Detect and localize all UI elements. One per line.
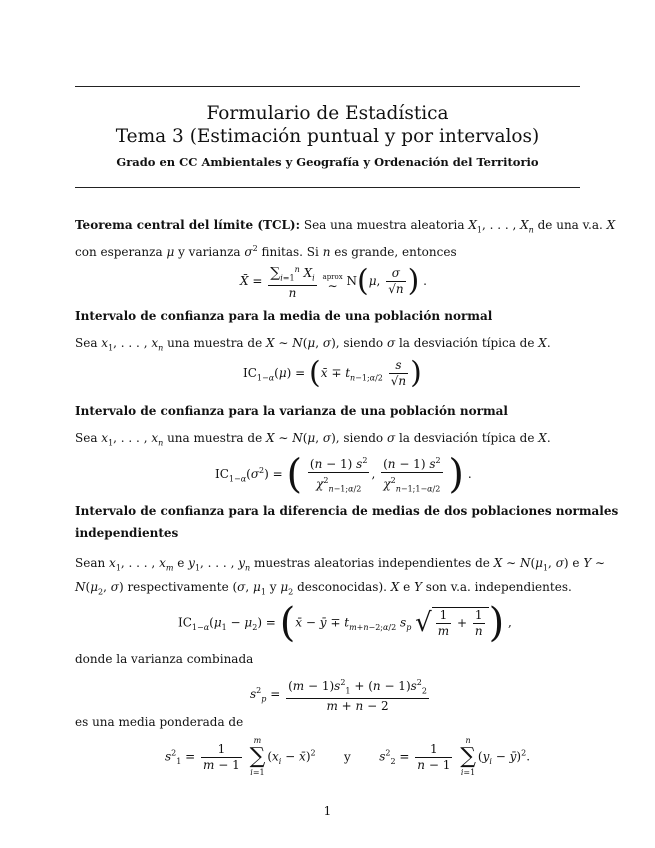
weighted-text: es una media ponderada de	[75, 715, 244, 729]
bottom-rule	[75, 187, 580, 188]
diferencia-heading-line1: Intervalo de confianza para la diferencia de medias de dos poblaciones normales	[75, 504, 619, 518]
top-rule	[75, 86, 580, 87]
tcl-heading: Teorema central del límite (TCL):	[75, 218, 301, 232]
subtitle: Grado en CC Ambientales y Geografía y Ordenación del Territorio	[116, 155, 539, 169]
page-number: 1	[323, 804, 332, 818]
diferencia-formula: $IC_{1-\alpha}(\mu_1 - \mu_2)$ = (x̄ − ȳ ∓ $t_{m+n-2;\alpha/2}$ $s_p$ √ $\frac{1}{m}$ + $\frac{1}{n}$ ) ,	[178, 600, 512, 646]
varianza-heading: Intervalo de confianza para la varianza de una población normal	[75, 404, 508, 418]
combined-variance-formula: $s^2_p$ = $\frac{(m - 1)s^2_1 + (n - 1)s^2_2}{m + n - 2}$	[250, 678, 427, 714]
tcl-paragraph-line2: con esperanza μ y varianza $\sigma^2$ finitas. Si n es grande, entonces	[75, 244, 457, 259]
media-paragraph: Sea $x_1$, . . . , $x_n$ una muestra de X ∼ N(μ, σ), siendo σ la desviación típica de X.	[75, 336, 551, 353]
diferencia-paragraph-line2: $N(\mu_2$, σ) respectivamente (σ, $\mu_1$ y $\mu_2$ desconocidas). X e Y son v.a. independientes.	[75, 580, 572, 597]
media-formula: $IC_{1-\alpha}(\mu)$ = (x̄ ∓ $t_{n-1;\alpha/2}$ $\frac{s}{√n}$ )	[243, 355, 422, 391]
combined-text: donde la varianza combinada	[75, 652, 254, 666]
tcl-paragraph-line1: Teorema central del límite (TCL): Sea una muestra aleatoria $X_1$, . . . , $X_n$ de una v.a. X	[75, 218, 616, 235]
diferencia-heading-line2: independientes	[75, 526, 179, 540]
title-line2: Tema 3 (Estimación puntual y por intervalos)	[115, 126, 540, 147]
sample-variances-formula: $s^2_1$ = $\frac{1}{m - 1}$ m ∑ i=1 ($x_i$ − x̄)$^2$ y $s^2_2$ = $\frac{1}{n - 1}$ n ∑ i=1 ($y_i$ − ȳ)$^2$.	[165, 736, 531, 777]
diferencia-paragraph-line1: Sean $x_1$, . . . , $x_m$ e $y_1$, . . . , $y_n$ muestras aleatorias independientes de X ∼ $N(\mu_1$, σ) e Y ∼	[75, 556, 606, 573]
varianza-paragraph: Sea $x_1$, . . . , $x_n$ una muestra de X ∼ N(μ, σ), siendo σ la desviación típica de X.	[75, 431, 551, 448]
tcl-formula: X̄ = $\frac{\sum_{i=1}^n X_i}{n}$ aprox ∼ N(μ, $\frac{\sigma}{√n}$ ) .	[240, 263, 427, 301]
varianza-formula: $IC_{1-\alpha}(\sigma^2)$ = ( $\frac{(n - 1) s^2}{\chi^2_{n-1;\alpha/2}}$ , $\frac{(n - 1) s^2}{\chi^2_{n-1;1-\alpha/2}}$ ) .	[215, 451, 472, 498]
media-heading: Intervalo de confianza para la media de una población normal	[75, 309, 493, 323]
title-line1: Formulario de Estadística	[206, 103, 449, 124]
